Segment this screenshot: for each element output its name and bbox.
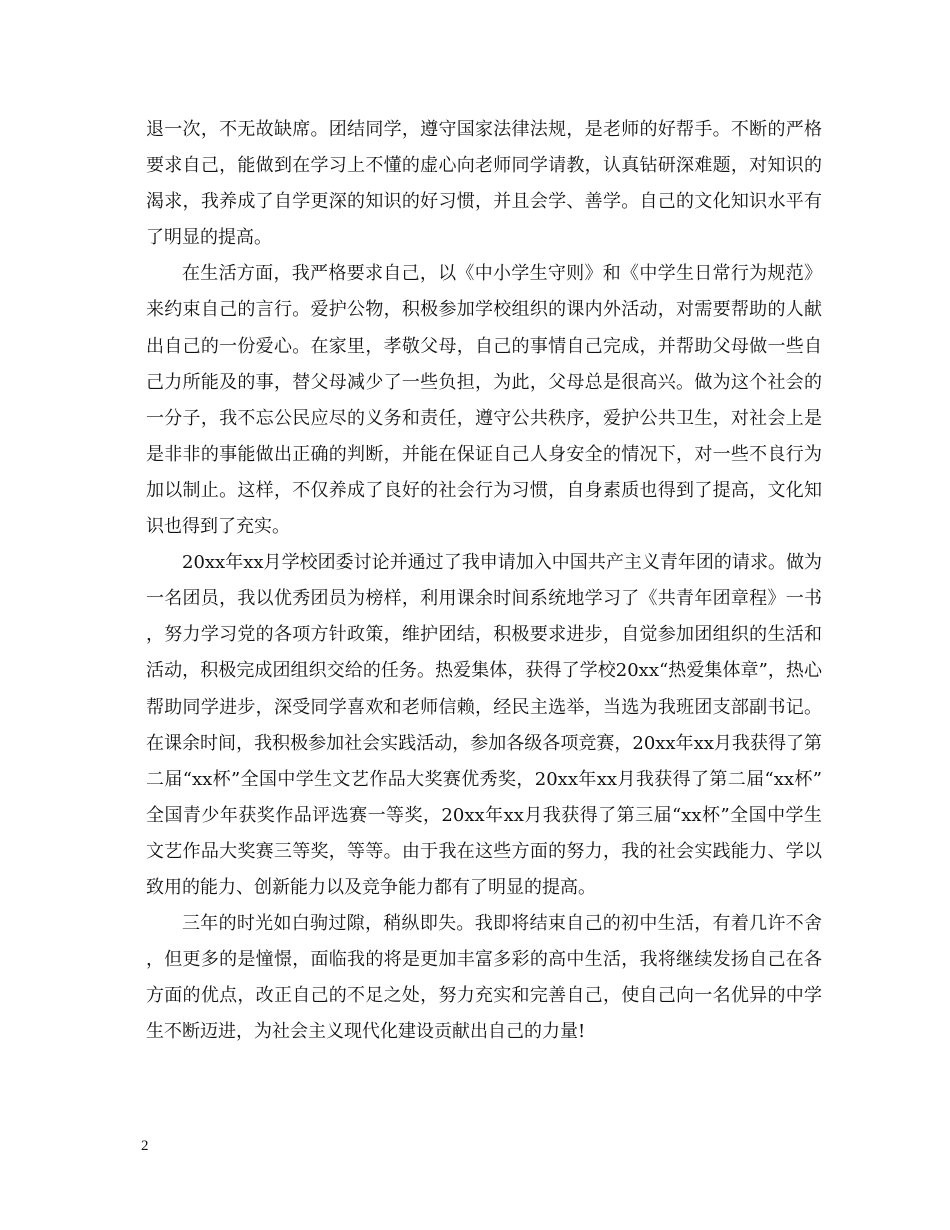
paragraph-life: 在生活方面，我严格要求自己，以《中小学生守则》和《中学生日常行为规范》来约束自己的言行。爱护公物，积极参加学校组织的课内外活动，对需要帮助的人献出自己的一份爱心。在家里，孝敬父母，自己的事情自己完成，并帮助父母做一些自己力所能及的事，替父母减少了一些负担，为此，父母总是很高兴。做为这个社会的一分子，我不忘公民应尽的义务和责任，遵守公共秩序，爱护公共卫生，对社会上是是非非的事能做出正确的判断，并能在保证自己人身安全的情况下，对一些不良行为加以制止。这样，不仅养成了良好的社会行为习惯，自身素质也得到了提高，文化知识也得到了充实。 bbox=[146, 263, 822, 538]
page-number: 2 bbox=[141, 1138, 149, 1154]
document-body bbox=[146, 112, 822, 1050]
paragraph-league: 20xx年xx月学校团委讨论并通过了我申请加入中国共产主义青年团的请求。做为一名团员，我以优秀团员为榜样，利用课余时间系统地学习了《共青年团章程》一书，努力学习党的各项方针政策，维护团结，积极要求进步，自觉参加团组织的生活和活动，积极完成团组织交给的任务。热爱集体，获得了学校20xx“热爱集体章”，热心帮助同学进步，深受同学喜欢和老师信赖，经民主选举，当选为我班团支部副书记。在课余时间，我积极参加社会实践活动，参加各级各项竞赛，20xx年xx月我获得了第二届“xx杯”全国中学生文艺作品大奖赛优秀奖，20xx年xx月我获得了第二届“xx杯”全国青少年获奖作品评选赛一等奖，20xx年xx月我获得了第三届“xx杯”全国中学生文艺作品大奖赛三等奖，等等。由于我在这些方面的努力，我的社会实践能力、学以致用的能力、创新能力以及竞争能力都有了明显的提高。 bbox=[146, 552, 822, 898]
paragraph-conclusion: 三年的时光如白驹过隙，稍纵即失。我即将结束自己的初中生活，有着几许不舍，但更多的是憧憬，面临我的将是更加丰富多彩的高中生活，我将继续发扬自己在各方面的优点，改正自己的不足之处，努力充实和完善自己，使自己向一名优异的中学生不断迈进，为社会主义现代化建设贡献出自己的力量! bbox=[146, 913, 822, 1043]
paragraph-continued: 退一次，不无故缺席。团结同学，遵守国家法律法规，是老师的好帮手。不断的严格要求自己，能做到在学习上不懂的虚心向老师同学请教，认真钻研深难题，对知识的渴求，我养成了自学更深的知识的好习惯，并且会学、善学。自己的文化知识水平有了明显的提高。 bbox=[146, 119, 822, 249]
